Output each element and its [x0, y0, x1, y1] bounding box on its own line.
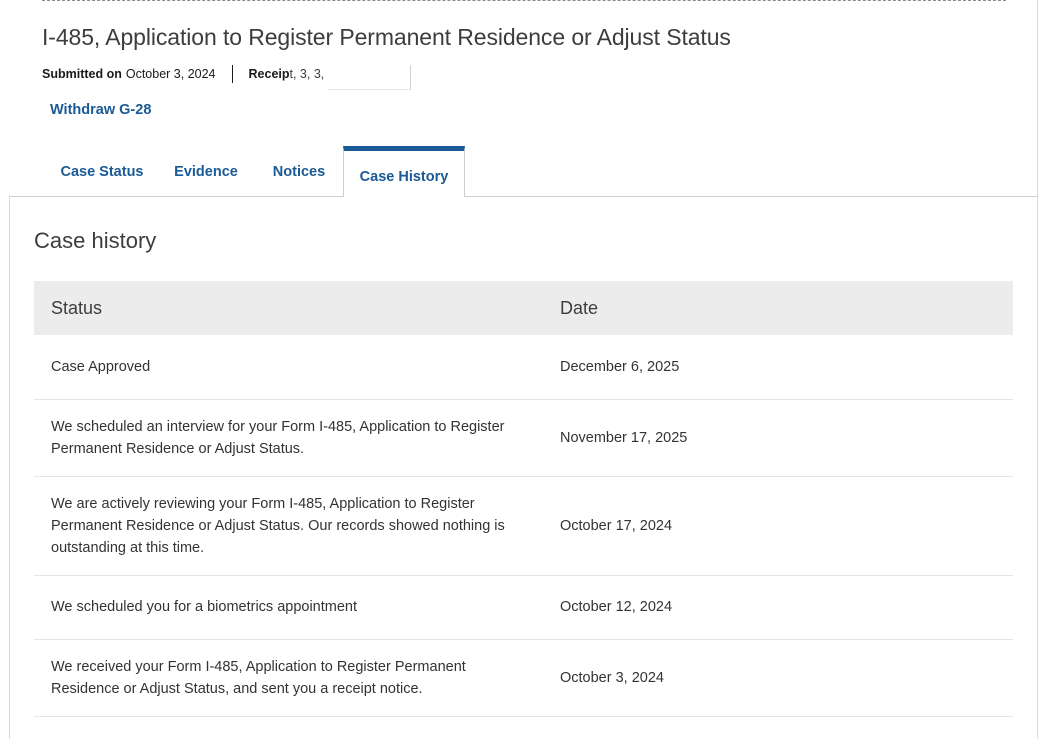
card-border-right: [1037, 0, 1038, 739]
status-cell: Case Approved: [34, 335, 543, 399]
tab-evidence[interactable]: Evidence: [174, 164, 238, 180]
receipt-number: t, 3, 3,: [289, 67, 325, 81]
date-column-header: Date: [543, 281, 1013, 335]
case-history-heading: Case history: [34, 228, 157, 253]
table-row: [34, 335, 1013, 399]
status-cell: We are actively reviewing your Form I-485, Application to Register Permanent Residence or Adjust Status. Our records showed nothing is outstanding at this time.: [34, 476, 543, 575]
date-cell: October 3, 2024: [543, 639, 1013, 716]
meta-divider: [232, 65, 233, 83]
status-cell: We scheduled you for a biometrics appointment: [34, 575, 543, 639]
table-row: [34, 575, 1013, 639]
submitted-date: October 3, 2024: [125, 67, 216, 81]
tab-case-status[interactable]: Case Status: [60, 164, 144, 180]
top-dashed-divider: [42, 0, 1006, 1]
table-header-row: [34, 281, 1013, 335]
table-row: [34, 476, 1013, 575]
tab-notices[interactable]: Notices: [272, 164, 326, 180]
case-meta: [42, 62, 411, 86]
table-row: [34, 399, 1013, 476]
form-title: I-485, Application to Register Permanent Residence or Adjust Status: [42, 24, 731, 50]
date-cell: November 17, 2025: [543, 399, 1013, 476]
date-cell: December 6, 2025: [543, 335, 1013, 399]
case-history-table: [34, 281, 1013, 717]
receipt-label: Receip: [248, 67, 290, 81]
date-cell: October 12, 2024: [543, 575, 1013, 639]
status-cell: We received your Form I-485, Application to Register Permanent Residence or Adjust Status, and sent you a receipt notice.: [34, 639, 543, 716]
tab-case-history[interactable]: Case History: [343, 146, 465, 197]
table-row: [34, 639, 1013, 716]
date-cell: October 17, 2024: [543, 476, 1013, 575]
status-cell: We scheduled an interview for your Form I-485, Application to Register Permanent Residence or Adjust Status.: [34, 399, 543, 476]
card-border-left: [9, 195, 10, 739]
receipt-redaction: [328, 65, 411, 90]
withdraw-g28-link[interactable]: Withdraw G-28: [50, 102, 152, 118]
status-column-header: Status: [34, 281, 543, 335]
case-tabs: [10, 146, 1038, 197]
submitted-label: Submitted on: [42, 67, 122, 81]
